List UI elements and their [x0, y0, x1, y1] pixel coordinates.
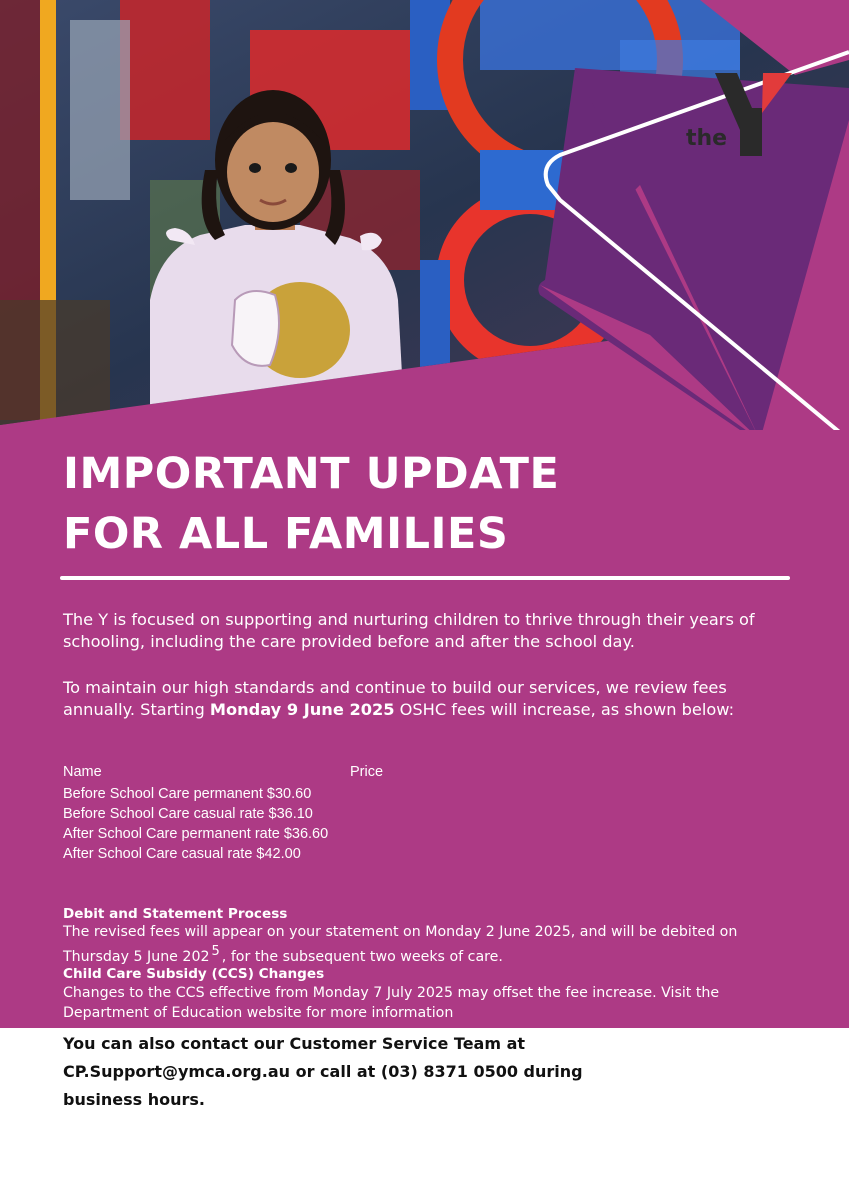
fee-table-header-price: Price: [350, 764, 384, 780]
fee-row-price: $36.10: [268, 806, 313, 822]
fees-notice-paragraph: [63, 677, 783, 721]
fees-notice-after: OSHC fees will increase, as shown below:: [394, 700, 735, 719]
fee-table-header: [63, 764, 384, 784]
fee-row-name: Before School Care casual rate: [63, 806, 265, 822]
headline-line-2: FOR ALL FAMILIES: [63, 509, 509, 559]
fee-row-name: After School Care casual rate: [63, 846, 253, 862]
hero-photo-illustration: [0, 0, 849, 430]
fee-row-price: $42.00: [256, 846, 301, 862]
fee-row-name: Before School Care permanent: [63, 786, 263, 802]
headline: [63, 444, 763, 564]
debit-text-part2: , for the subsequent two weeks of care.: [221, 949, 503, 965]
ymca-logo: [680, 68, 800, 163]
fees-notice-date: Monday 9 June 2025: [209, 700, 395, 719]
headline-line-1: IMPORTANT UPDATE: [63, 449, 560, 499]
hero-photo: [0, 0, 849, 430]
debit-section-body: [63, 922, 763, 967]
debit-text-part1: The revised fees will appear on your statement on Monday 2 June 2025, and will be debited on Thursday 5 June 202: [63, 924, 738, 965]
fees-notice-before: To maintain our high standards and continue to build our services, we review fees annually. Starting: [63, 678, 727, 719]
fee-table: [63, 764, 384, 864]
ccs-section-title: Child Care Subsidy (CCS) Changes: [63, 966, 325, 982]
contact-paragraph: You can also contact our Customer Service Team at CP.Support@ymca.org.au or call at (03) 8371 0500 during business hours.: [63, 1034, 583, 1109]
fee-table-row: [63, 844, 328, 864]
ccs-section-body: Changes to the CCS effective from Monday 7 July 2025 may offset the fee increase. Visit the Department of Education website for more information: [63, 985, 720, 1021]
fee-row-price: $36.60: [283, 826, 329, 842]
fee-row-price: $30.60: [266, 786, 312, 802]
intro-paragraph: The Y is focused on supporting and nurturing children to thrive through their years of schooling, including the care provided before and after the school day.: [63, 610, 755, 651]
debit-section-title: Debit and Statement Process: [63, 906, 288, 922]
fee-table-header-name: Name: [63, 764, 102, 780]
logo-the-text: the: [686, 126, 728, 151]
fee-table-row: [63, 824, 328, 844]
fee-row-name: After School Care permanent rate: [63, 826, 280, 842]
fee-table-row: [63, 784, 328, 804]
fee-table-row: [63, 804, 328, 824]
debit-superscript: 5: [211, 944, 220, 959]
divider: [60, 576, 790, 580]
